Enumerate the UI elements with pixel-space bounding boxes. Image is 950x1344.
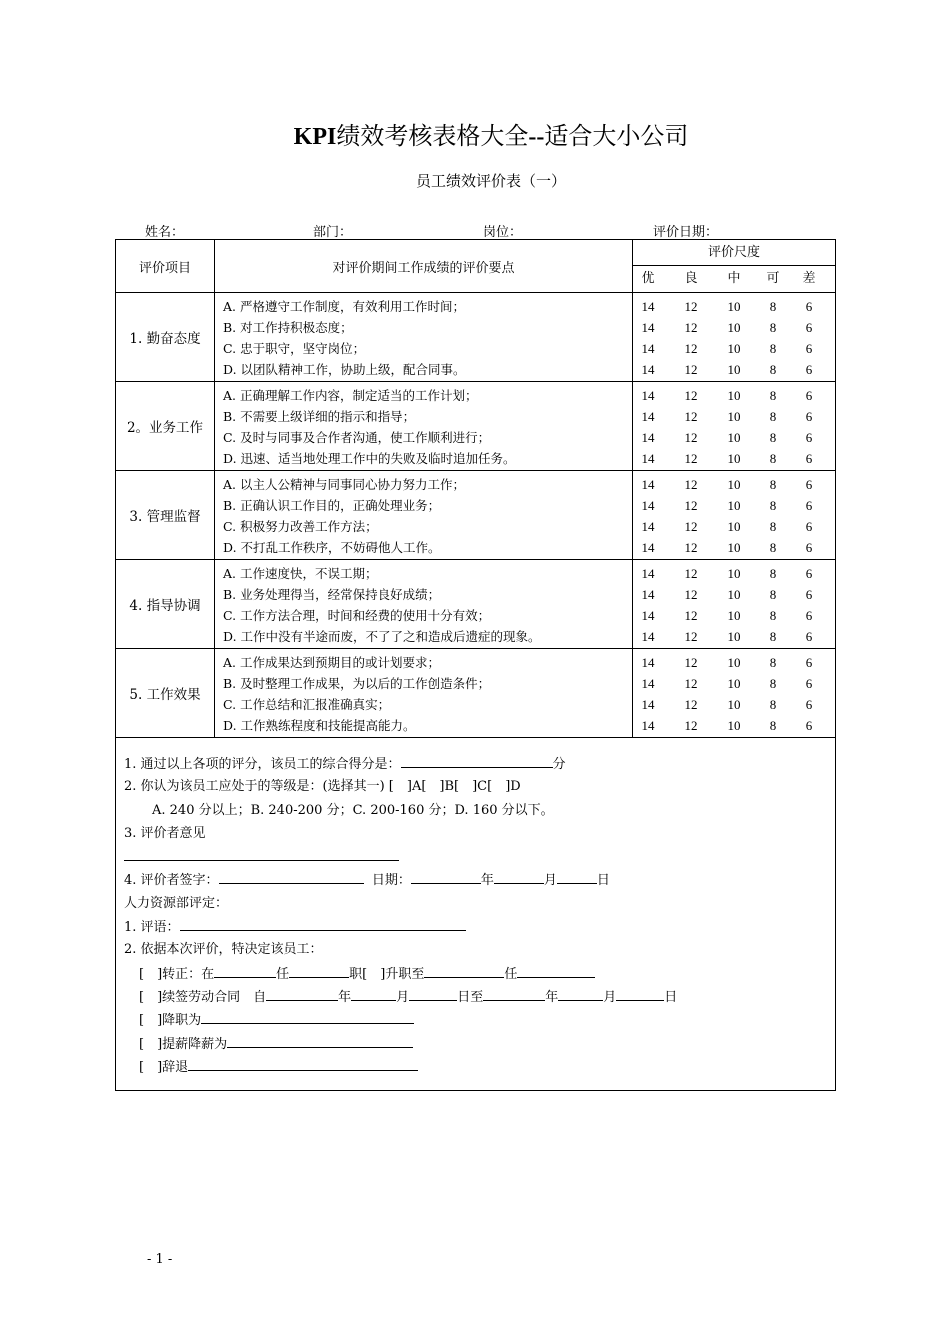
category-name: 3. 管理监督 [116,471,215,560]
score-row [633,495,835,516]
date-label: 评价日期： [653,225,719,240]
score-option[interactable]: 10 [727,409,741,424]
score-option[interactable]: 8 [769,608,777,623]
score-option[interactable]: 8 [769,498,777,513]
header-points: 对评价期间工作成绩的评价要点 [215,240,633,293]
score-option[interactable]: 6 [805,341,813,356]
evaluation-point: B. 业务处理得当，经常保持良好成绩； [223,587,441,602]
category-scores [633,471,836,560]
score-row [633,563,835,584]
level-label: 可 [766,271,780,286]
score-option[interactable]: 6 [805,629,813,644]
evaluation-point: D. 迅速、适当地处理工作中的失败及临时追加任务。 [223,451,516,466]
score-option[interactable]: 14 [641,320,655,335]
score-option[interactable]: 6 [805,676,813,691]
evaluation-point: D. 以团队精神工作，协助上级，配合同事。 [223,362,466,377]
salary-change-option[interactable]: [ ]提薪降薪为 [139,1036,228,1052]
score-option[interactable]: 14 [641,608,655,623]
total-score-label: 1. 通过以上各项的评分，该员工的综合得分是： [124,757,401,772]
renew-end-month[interactable] [558,985,603,1001]
dismiss-option[interactable]: [ ]辞退 [139,1059,189,1075]
score-option[interactable]: 10 [727,477,741,492]
summary-row [116,738,836,1091]
evaluation-point: A. 工作成果达到预期目的或计划要求； [223,655,440,670]
score-option[interactable]: 8 [769,362,777,377]
score-option[interactable]: 12 [684,409,698,424]
score-option[interactable]: 8 [769,566,777,581]
score-option[interactable]: 8 [769,540,777,555]
score-option[interactable]: 14 [641,299,655,314]
score-option[interactable]: 10 [727,718,741,733]
score-row [633,296,835,317]
score-option[interactable]: 12 [684,587,698,602]
scale-title: 评价尺度 [633,240,835,266]
score-option[interactable]: 12 [684,320,698,335]
score-unit: 分 [552,757,566,772]
page-number: - 1 - [147,1252,173,1267]
evaluation-point: C. 积极努力改善工作方法； [223,519,378,534]
evaluation-point: C. 忠于职守，坚守岗位； [223,341,366,356]
score-row [633,359,835,380]
evaluation-point: C. 及时与同事及合作者沟通，使工作顺利进行； [223,430,491,445]
year-label: 年 [338,989,352,1005]
month-field[interactable] [494,868,544,884]
evaluator-signature-field[interactable] [219,868,364,884]
score-option[interactable]: 14 [641,655,655,670]
score-option[interactable]: 10 [727,341,741,356]
score-option[interactable]: 6 [805,540,813,555]
confirm-post-label: 任 [276,966,290,982]
score-option[interactable]: 6 [805,388,813,403]
day-field[interactable] [557,868,597,884]
score-option[interactable]: 8 [769,341,777,356]
score-option[interactable]: 12 [684,451,698,466]
evaluation-point: D. 工作中没有半途而废，不了了之和造成后遗症的现象。 [223,629,541,644]
score-row [633,516,835,537]
score-option[interactable]: 8 [769,718,777,733]
day-label: 日 [664,989,678,1005]
comment-field[interactable] [180,915,466,931]
score-option[interactable]: 6 [805,451,813,466]
evaluation-table [115,239,836,1091]
score-option[interactable]: 14 [641,566,655,581]
evaluation-point: B. 不需要上级详细的指示和指导； [223,409,416,424]
score-option[interactable]: 10 [727,697,741,712]
month-label: 月 [543,873,557,889]
level-label: 差 [802,271,816,286]
category-points [215,649,633,738]
day-to-label: 日至 [457,989,484,1005]
year-label: 年 [545,989,559,1005]
score-row [633,427,835,448]
hr-evaluation-label: 人力资源部评定： [124,895,229,911]
score-option[interactable]: 14 [641,409,655,424]
score-option[interactable]: 14 [641,477,655,492]
evaluation-point: C. 工作总结和汇报准确真实； [223,697,391,712]
score-option[interactable]: 6 [805,566,813,581]
score-option[interactable]: 12 [684,718,698,733]
score-option[interactable]: 12 [684,430,698,445]
confirm-option[interactable]: [ ]转正：在 [139,966,215,982]
category-points [215,382,633,471]
renew-contract-option[interactable]: [ ]续签劳动合同 自 [139,989,267,1005]
evaluation-point: B. 正确认识工作目的，正确处理业务； [223,498,441,513]
evaluator-opinion-field[interactable] [124,845,399,861]
score-option[interactable]: 8 [769,299,777,314]
score-option[interactable]: 10 [727,320,741,335]
score-option[interactable]: 12 [684,540,698,555]
dept-label: 部门： [313,225,353,240]
category-points [215,293,633,382]
score-option[interactable]: 8 [769,676,777,691]
score-option[interactable]: 6 [805,320,813,335]
score-option[interactable]: 8 [769,320,777,335]
score-option[interactable]: 12 [684,629,698,644]
level-label: 中 [727,271,741,286]
evaluation-point: D. 工作熟练程度和技能提高能力。 [223,718,416,733]
score-option[interactable]: 10 [727,388,741,403]
evaluation-point: C. 工作方法合理，时间和经费的使用十分有效； [223,608,491,623]
score-option[interactable]: 10 [727,362,741,377]
score-option[interactable]: 10 [727,587,741,602]
score-row [633,673,835,694]
score-row [633,448,835,469]
category-name: 2。业务工作 [116,382,215,471]
score-row [633,338,835,359]
score-option[interactable]: 8 [769,587,777,602]
demote-field[interactable] [201,1008,414,1024]
score-option[interactable]: 14 [641,451,655,466]
header-item: 评价项目 [116,240,215,293]
level-label: 良 [684,271,698,286]
score-option[interactable]: 14 [641,341,655,356]
confirm-post-field[interactable] [289,962,349,978]
score-row [633,406,835,427]
summary-section [116,738,836,1091]
document-title: KPI绩效考核表格大全--适合大小公司 [293,122,689,150]
score-option[interactable]: 10 [727,655,741,670]
category-scores [633,560,836,649]
score-row [633,385,835,406]
score-option[interactable]: 14 [641,498,655,513]
score-option[interactable]: 14 [641,388,655,403]
score-option[interactable]: 6 [805,430,813,445]
score-option[interactable]: 6 [805,362,813,377]
category-name: 5. 工作效果 [116,649,215,738]
score-option[interactable]: 12 [684,566,698,581]
promote-to-field[interactable] [424,962,504,978]
score-row [633,652,835,673]
evaluator-opinion-label: 3. 评价者意见 [124,825,206,841]
score-row [633,715,835,736]
score-option[interactable]: 8 [769,430,777,445]
score-row [633,537,835,558]
comment-label: 1. 评语： [124,920,180,936]
score-option[interactable]: 6 [805,587,813,602]
score-option[interactable]: 12 [684,498,698,513]
score-option[interactable]: 14 [641,540,655,555]
header-row [116,240,836,293]
score-option[interactable]: 8 [769,477,777,492]
month-label: 月 [396,989,410,1005]
evaluation-point: B. 对工作持积极态度； [223,320,353,335]
score-option[interactable]: 12 [684,608,698,623]
score-option[interactable]: 10 [727,498,741,513]
renew-start-year[interactable] [266,985,338,1001]
score-option[interactable]: 10 [727,519,741,534]
score-option[interactable]: 10 [727,566,741,581]
score-option[interactable]: 14 [641,718,655,733]
date-label-2: 日期： [371,873,411,889]
score-row [633,605,835,626]
score-option[interactable]: 14 [641,519,655,534]
category-scores [633,649,836,738]
evaluation-point: A. 严格遵守工作制度，有效利用工作时间； [223,299,465,314]
score-row [633,626,835,647]
year-label: 年 [480,873,494,889]
score-option[interactable]: 12 [684,655,698,670]
score-option[interactable]: 8 [769,451,777,466]
evaluation-point: A. 以主人公精神与同事同心协力努力工作； [223,477,465,492]
score-option[interactable]: 8 [769,409,777,424]
score-option[interactable]: 12 [684,676,698,691]
grade-question: 2. 你认为该员工应处于的等级是：(选择其一) [ ]A[ ]B[ ]C[ ]D [124,779,521,795]
renew-end-day[interactable] [616,985,664,1001]
renew-end-year[interactable] [483,985,545,1001]
score-option[interactable]: 12 [684,299,698,314]
evaluator-signature-label: 4. 评价者签字： [124,873,219,889]
scale-levels [633,266,835,292]
score-option[interactable]: 10 [727,540,741,555]
score-row [633,317,835,338]
category-row [116,471,836,560]
score-option[interactable]: 12 [684,341,698,356]
name-label: 姓名： [145,225,185,240]
score-option[interactable]: 12 [684,388,698,403]
score-option[interactable]: 8 [769,655,777,670]
salary-change-field[interactable] [227,1032,413,1048]
dismiss-field[interactable] [188,1055,418,1071]
category-name: 4. 指导协调 [116,560,215,649]
category-row [116,560,836,649]
score-option[interactable]: 6 [805,608,813,623]
score-option[interactable]: 12 [684,362,698,377]
score-option[interactable]: 6 [805,697,813,712]
category-scores [633,293,836,382]
category-scores [633,382,836,471]
score-row [633,474,835,495]
score-option[interactable]: 14 [641,676,655,691]
evaluation-point: A. 正确理解工作内容，制定适当的工作计划； [223,388,478,403]
promote-option[interactable]: 职[ ]升职至 [349,966,425,982]
score-option[interactable]: 10 [727,676,741,691]
score-option[interactable]: 8 [769,519,777,534]
score-option[interactable]: 8 [769,388,777,403]
evaluation-point: D. 不打乱工作秩序，不妨碍他人工作。 [223,540,441,555]
year-field[interactable] [411,868,481,884]
month-label: 月 [603,989,617,1005]
score-option[interactable]: 10 [727,629,741,644]
score-option[interactable]: 8 [769,697,777,712]
category-row [116,382,836,471]
level-label: 优 [641,271,655,286]
decision-label: 2. 依据本次评价，特决定该员工： [124,942,323,958]
category-points [215,560,633,649]
score-option[interactable]: 12 [684,697,698,712]
demote-option[interactable]: [ ]降职为 [139,1013,202,1029]
form-subtitle: 员工绩效评价表（一） [415,172,566,190]
score-option[interactable]: 12 [684,477,698,492]
evaluation-point: A. 工作速度快，不误工期； [223,566,378,581]
score-option[interactable]: 8 [769,629,777,644]
score-option[interactable]: 6 [805,655,813,670]
score-option[interactable]: 6 [805,299,813,314]
score-option[interactable]: 14 [641,430,655,445]
score-option[interactable]: 14 [641,362,655,377]
promote-post-label: 任 [504,966,518,982]
score-option[interactable]: 6 [805,519,813,534]
post-label: 岗位： [483,225,523,240]
confirm-from-field[interactable] [214,962,276,978]
score-option[interactable]: 6 [805,498,813,513]
score-option[interactable]: 12 [684,519,698,534]
category-name: 1. 勤奋态度 [116,293,215,382]
score-option[interactable]: 10 [727,451,741,466]
score-option[interactable]: 10 [727,299,741,314]
day-label: 日 [596,873,610,889]
score-row [633,584,835,605]
score-option[interactable]: 14 [641,629,655,644]
category-row [116,293,836,382]
promote-post-field[interactable] [517,962,595,978]
score-option[interactable]: 10 [727,430,741,445]
score-option[interactable]: 6 [805,477,813,492]
renew-start-month[interactable] [351,985,396,1001]
score-row [633,694,835,715]
category-points [215,471,633,560]
total-score-field[interactable] [401,752,553,768]
header-scale [633,240,836,293]
score-option[interactable]: 10 [727,608,741,623]
score-option[interactable]: 14 [641,697,655,712]
score-option[interactable]: 6 [805,409,813,424]
score-option[interactable]: 6 [805,718,813,733]
grade-ranges: A. 240 分以上；B. 240-200 分；C. 200-160 分；D. 160 分以下。 [152,802,554,818]
renew-start-day[interactable] [409,985,457,1001]
category-row [116,649,836,738]
evaluation-point: B. 及时整理工作成果，为以后的工作创造条件； [223,676,491,691]
score-option[interactable]: 14 [641,587,655,602]
